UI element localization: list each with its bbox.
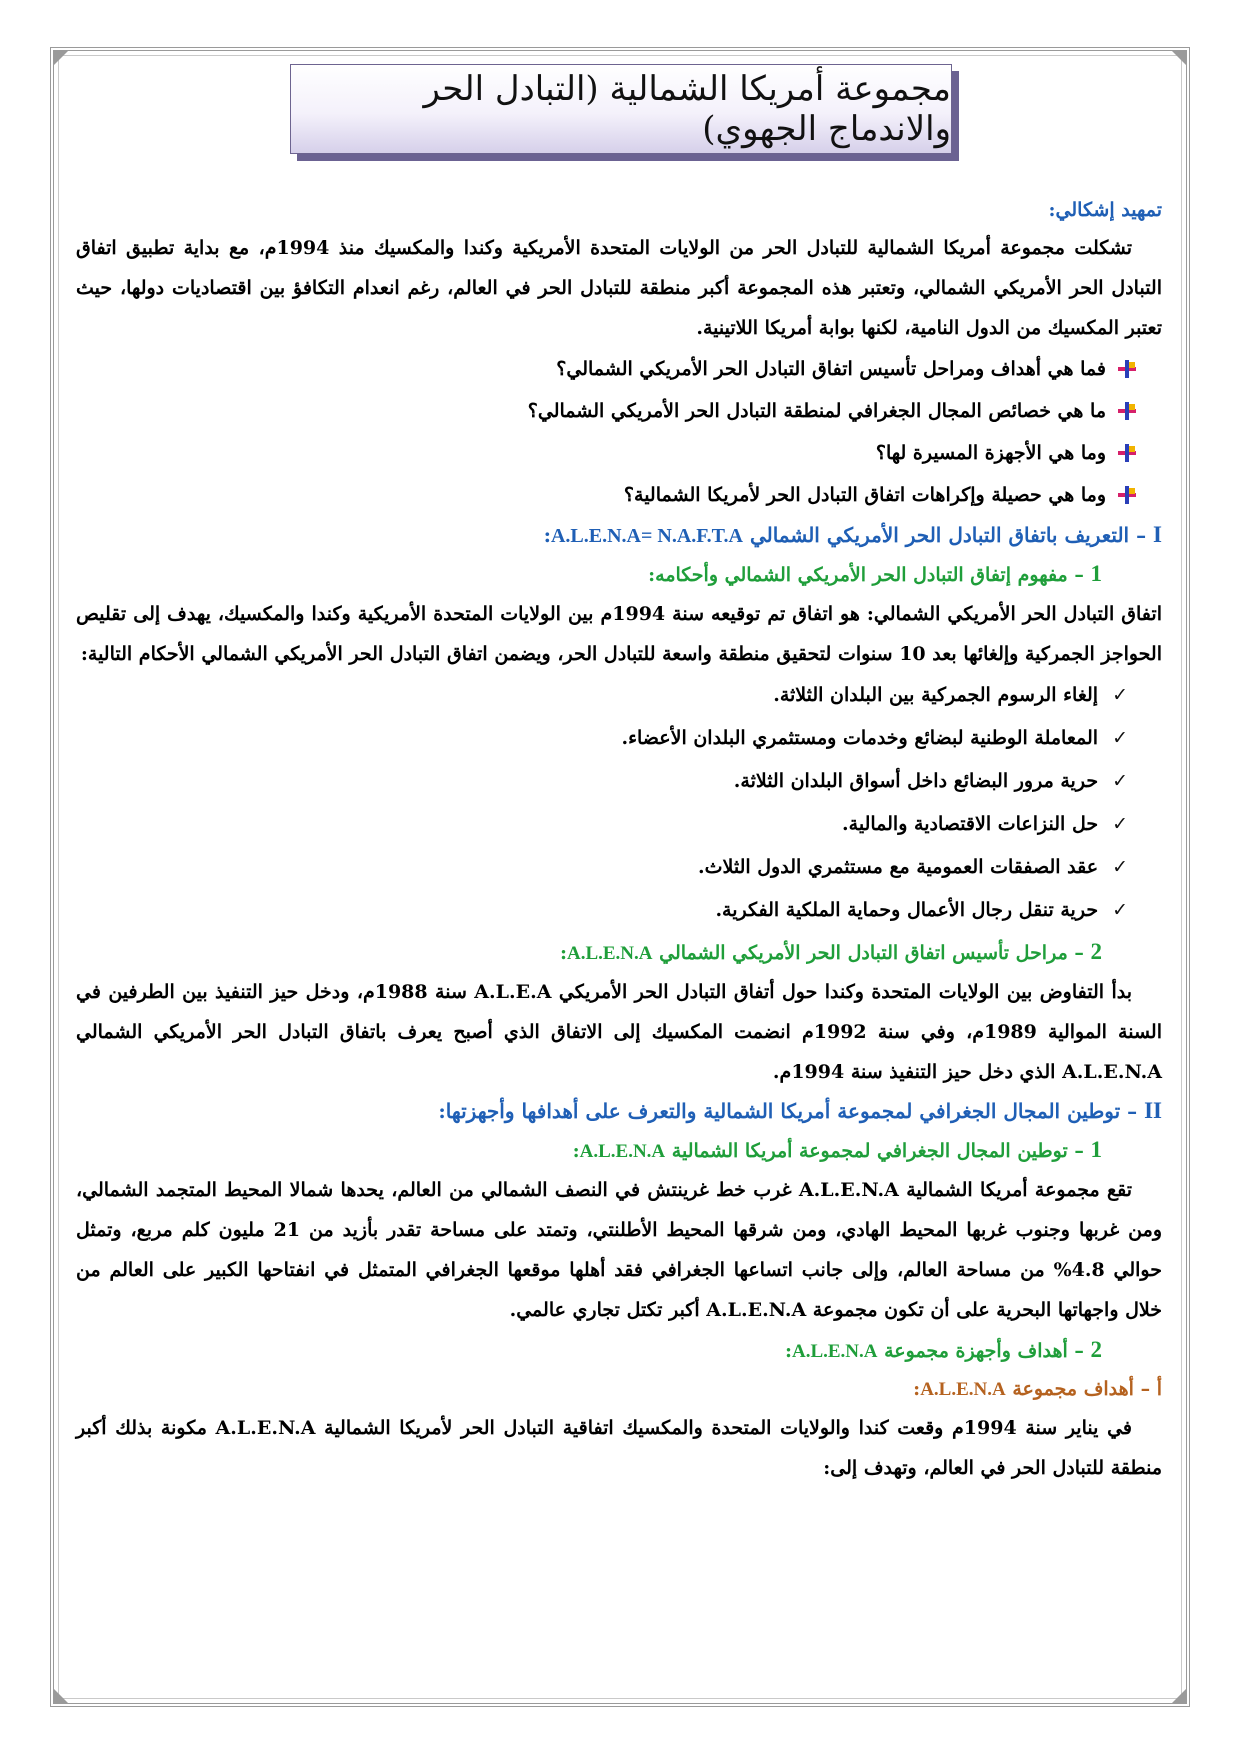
provision-item — [76, 846, 1162, 889]
subsection-heading-2-1 — [76, 1130, 1162, 1170]
subsection-title: توطين المجال الجغرافي لمجموعة أمريكا الشمالية — [671, 1140, 1068, 1162]
corner-ornament — [54, 1689, 68, 1703]
definition-paragraph: اتفاق التبادل الحر الأمريكي الشمالي: هو اتفاق تم توقيعه سنة 1994م بين الولايات المتحدة الأمريكية وكندا والمكسيك، يهدف إلى تقليص الحواجز الجمركية وإلغائها بعد 10 سنوات لتحقيق منطقة واسعة للتبادل الحر، ويضمن اتفاق التبادل الحر الأمريكي الشمالي الأحكام التالية: — [76, 603, 1162, 665]
subsection-dash: – — [1074, 1340, 1084, 1362]
page-title: مجموعة أمريكا الشمالية (التبادل الحر والاندماج الجهوي) — [423, 69, 951, 149]
plus-bullet-icon — [1118, 444, 1136, 462]
provision-item — [76, 760, 1162, 803]
provision-text: حل النزاعات الاقتصادية والمالية. — [842, 813, 1099, 835]
checkmark-icon: ✓ — [1112, 813, 1128, 835]
question-item — [76, 474, 1162, 516]
location-paragraph: تقع مجموعة أمريكا الشمالية A.L.E.N.A غرب خط غرينتش في النصف الشمالي من العالم، يحدها شمالا المحيط المتجمد الشمالي، ومن غربها وجنوب غربها المحيط الهادي، ومن شرقها المحيط الأطلنتي، وتمتد على مساحة تقدر بأزيد من 21 مليون كلم مربع، وتمثل حوالي 4.8% من مساحة العالم، وإلى جانب اتساعها الجغرافي فقد أهلها موقعها الجغرافي المتمثل في انفتاحها الكبير على العالم من خلال واجهاتها البحرية على أن تكون مجموعة A.L.E.N.A أكبر تكتل تجاري عالمي. — [76, 1179, 1162, 1321]
section-colon: : — [543, 523, 551, 547]
document-body — [76, 192, 1162, 1488]
goals-acronym: A.L.E.N.A — [920, 1379, 1006, 1400]
provision-item — [76, 674, 1162, 717]
checkmark-icon: ✓ — [1112, 899, 1128, 921]
section-number: I — [1153, 522, 1162, 547]
provision-text: إلغاء الرسوم الجمركية بين البلدان الثلاثة. — [773, 684, 1099, 706]
title-banner — [290, 64, 952, 154]
history-paragraph: بدأ التفاوض بين الولايات المتحدة وكندا حول أتفاق التبادل الحر الأمريكي A.L.E.A سنة 1988م، ودخل حيز التنفيذ بين الطرفين في السنة الموالية 1989م، وفي سنة 1992م انضمت المكسيك إلى الاتفاق الذي أصبح يعرف باتفاق التبادل الحر الأمريكي الشمالي A.L.E.N.A الذي دخل حيز التنفيذ سنة 1994م. — [76, 981, 1162, 1083]
subsection-number: 2 — [1090, 939, 1102, 964]
subsection-acronym: A.L.E.N.A — [791, 1341, 878, 1362]
section-title: التعريف باتفاق التبادل الحر الأمريكي الشمالي — [749, 523, 1130, 547]
subsection-number: 1 — [1090, 1137, 1102, 1162]
intro-paragraph: تشكلت مجموعة أمريكا الشمالية للتبادل الحر من الولايات المتحدة الأمريكية وكندا والمكسيك منذ 1994م، مع بداية تطبيق اتفاق التبادل الحر الأمريكي الشمالي، وتعتبر هذه المجموعة أكبر منطقة للتبادل الحر في العالم، رغم انعدام التكافؤ بين اقتصاديات دولها، حيث تعتبر المكسيك من الدول النامية، لكنها بوابة أمريكا اللاتينية. — [76, 237, 1162, 339]
section-acronym: A.L.E.N.A= N.A.F.T.A — [550, 525, 743, 547]
section-heading-2 — [76, 1092, 1162, 1130]
provision-text: المعاملة الوطنية لبضائع وخدمات ومستثمري البلدان الأعضاء. — [621, 727, 1099, 749]
checkmark-icon: ✓ — [1112, 684, 1128, 706]
provision-item — [76, 889, 1162, 932]
subsection-colon: : — [784, 1340, 792, 1362]
goals-dash: – — [1140, 1378, 1151, 1400]
subsection-heading-2-2 — [76, 1330, 1162, 1370]
subsection-number: 2 — [1090, 1337, 1102, 1362]
corner-ornament — [54, 51, 68, 65]
corner-ornament — [1172, 51, 1186, 65]
section-heading-1 — [76, 516, 1162, 554]
subsection-colon: : — [572, 1140, 580, 1162]
goals-title: أهداف مجموعة — [1012, 1378, 1134, 1400]
plus-bullet-icon — [1118, 402, 1136, 420]
intro-heading: تمهيد إشكالي: — [1048, 199, 1162, 221]
provision-item — [76, 717, 1162, 760]
question-item — [76, 390, 1162, 432]
section-title: توطين المجال الجغرافي لمجموعة أمريكا الشمالية والتعرف على أهدافها وأجهزتها: — [438, 1099, 1121, 1123]
subsection-number: 1 — [1090, 561, 1102, 586]
subsection-title: أهداف وأجهزة مجموعة — [884, 1340, 1068, 1362]
section-dash: – — [1127, 1099, 1138, 1123]
question-item — [76, 432, 1162, 474]
question-item — [76, 348, 1162, 390]
checkmark-icon: ✓ — [1112, 727, 1128, 749]
subsection-heading-1-2 — [76, 932, 1162, 972]
checkmark-icon: ✓ — [1112, 856, 1128, 878]
goals-colon: : — [913, 1378, 921, 1400]
subsection-acronym: A.L.E.N.A — [566, 943, 653, 964]
subsection-heading-1-1 — [76, 554, 1162, 594]
provision-text: عقد الصفقات العمومية مع مستثمري الدول الثلاث. — [698, 856, 1099, 878]
subsection-title: مفهوم إتفاق التبادل الحر الأمريكي الشمالي وأحكامه: — [648, 564, 1068, 586]
provision-item — [76, 803, 1162, 846]
subsection-colon: : — [559, 942, 567, 964]
section-dash: – — [1136, 523, 1147, 547]
corner-ornament — [1172, 1689, 1186, 1703]
subsection-dash: – — [1074, 942, 1084, 964]
plus-bullet-icon — [1118, 486, 1136, 504]
provision-text: حرية تنقل رجال الأعمال وحماية الملكية الفكرية. — [715, 899, 1099, 921]
goals-letter: أ — [1156, 1378, 1162, 1400]
subsection-dash: – — [1074, 1140, 1084, 1162]
question-text: وما هي الأجهزة المسيرة لها؟ — [875, 442, 1106, 464]
plus-bullet-icon — [1118, 360, 1136, 378]
checkmark-icon: ✓ — [1112, 770, 1128, 792]
question-text: فما هي أهداف ومراحل تأسيس اتفاق التبادل الحر الأمريكي الشمالي؟ — [556, 358, 1106, 380]
question-text: ما هي خصائص المجال الجغرافي لمنطقة التبادل الحر الأمريكي الشمالي؟ — [527, 400, 1106, 422]
subsection-dash: – — [1074, 564, 1084, 586]
goals-heading — [76, 1370, 1162, 1408]
goals-paragraph: في يناير سنة 1994م وقعت كندا والولايات المتحدة والمكسيك اتفاقية التبادل الحر لأمريكا الشمالية A.L.E.N.A مكونة بذلك أكبر منطقة للتبادل الحر في العالم، وتهدف إلى: — [76, 1417, 1162, 1479]
subsection-acronym: A.L.E.N.A — [579, 1141, 666, 1162]
provision-text: حرية مرور البضائع داخل أسواق البلدان الثلاثة. — [733, 770, 1099, 792]
section-number: II — [1144, 1098, 1162, 1123]
subsection-title: مراحل تأسيس اتفاق التبادل الحر الأمريكي الشمالي — [659, 942, 1068, 964]
question-text: وما هي حصيلة وإكراهات اتفاق التبادل الحر لأمريكا الشمالية؟ — [623, 484, 1106, 506]
